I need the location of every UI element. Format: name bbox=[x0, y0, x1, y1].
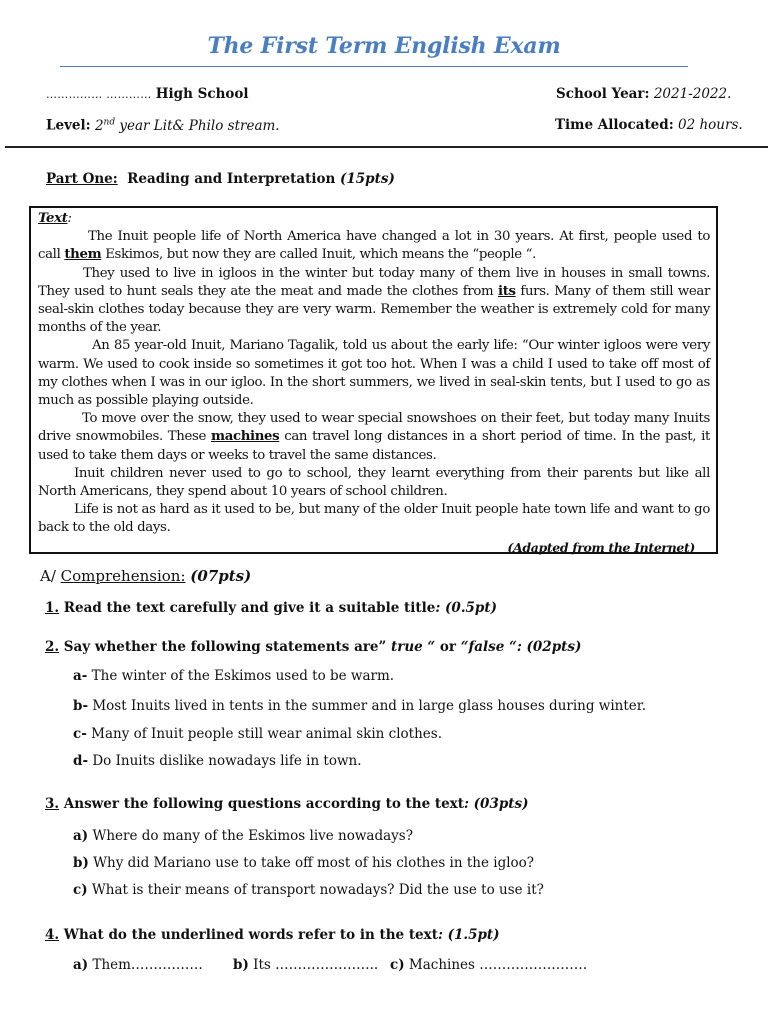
underlined-machines: machines bbox=[210, 429, 280, 445]
reading-text-box bbox=[29, 206, 718, 554]
comprehension-points: (07pts) bbox=[190, 567, 252, 585]
question-4: 4. What do the underlined words refer to in the text: (1.5pt) bbox=[45, 927, 500, 943]
question-1: 1. Read the text carefully and give it a suitable title: (0.5pt) bbox=[45, 600, 497, 616]
part-one-points: (15pts) bbox=[340, 171, 395, 187]
text-label: Text bbox=[38, 211, 68, 226]
header-divider bbox=[5, 146, 768, 148]
reference-machines[interactable]: c) Machines …………………… bbox=[390, 957, 588, 973]
school-label: High School bbox=[155, 86, 249, 102]
time-value: 02 hours. bbox=[678, 117, 743, 133]
statement-c: c- Many of Inuit people still wear animal skin clothes. bbox=[73, 726, 442, 742]
reference-them[interactable]: a) Them……………. bbox=[73, 957, 203, 973]
school-name-dots: …………… ………… bbox=[46, 88, 152, 101]
question-3a: a) Where do many of the Eskimos live nowadays? bbox=[73, 828, 413, 844]
statement-b: b- Most Inuits lived in tents in the summer and in large glass houses during winter. bbox=[73, 698, 647, 714]
paragraph-5: Inuit children never used to go to school, they learnt everything from their parents but like all North Americans, they spend about 10 years of school children. bbox=[38, 465, 710, 500]
time-label: Time Allocated: bbox=[555, 117, 674, 133]
school-year-value: 2021-2022. bbox=[653, 86, 732, 102]
text-source: (Adapted from the Internet) bbox=[507, 539, 695, 555]
reference-its[interactable]: b) Its ………………….. bbox=[233, 957, 379, 973]
level-label: Level: bbox=[46, 117, 91, 134]
paragraph-1: The Inuit people life of North America have changed a lot in 30 years. At first, people used to call them Eskimos, but now they are called Inuit, which means the “people “. bbox=[38, 229, 710, 263]
level-sup: nd bbox=[103, 117, 116, 127]
time-line bbox=[555, 117, 743, 133]
school-year-label: School Year: bbox=[556, 86, 650, 102]
question-3: 3. Answer the following questions according to the text: (03pts) bbox=[45, 796, 529, 812]
paragraph-3: An 85 year-old Inuit, Mariano Tagalik, told us about the early life: “Our winter igloos were very warm. We used to cook inside so sometimes it got too hot. When I was a child I used to take off most of my clothes when I was in our igloo. In the short summers, we lived in seal-skin tents, but I used to go as much as possible playing outside. bbox=[38, 338, 710, 409]
exam-title: The First Term English Exam bbox=[207, 33, 561, 59]
level-line bbox=[46, 117, 280, 134]
part-one-heading bbox=[46, 171, 395, 187]
level-text: year Lit& Philo stream. bbox=[115, 117, 280, 134]
comprehension-label: Comprehension: bbox=[60, 567, 186, 585]
statement-d: d- Do Inuits dislike nowadays life in town. bbox=[73, 753, 362, 769]
paragraph-2: They used to live in igloos in the winter but today many of them live in houses in small towns. They used to hunt seals they ate the meat and made the clothes from its furs. Many of them still wear seal-skin clothes today because they are very warm. Remember the weather is extremely cold for many months of the year. bbox=[38, 265, 710, 336]
question-3c: c) What is their means of transport nowadays? Did the use to use it? bbox=[73, 882, 544, 898]
paragraph-6: Life is not as hard as it used to be, but many of the older Inuit people hate town life and want to go back to the old days. bbox=[38, 502, 710, 536]
school-year-line bbox=[556, 86, 731, 102]
question-2: 2. Say whether the following statements are” true “ or “false “: (02pts) bbox=[45, 639, 582, 655]
underlined-them: them bbox=[64, 247, 102, 263]
part-one-label: Part One: bbox=[46, 171, 118, 187]
statement-a: a- The winter of the Eskimos used to be warm. bbox=[73, 668, 395, 684]
comprehension-heading: A/ Comprehension: (07pts) bbox=[40, 567, 252, 585]
paragraph-4: To move over the snow, they used to wear special snowshoes on their feet, but today many Inuits drive snowmobiles. These machines can travel long distances in a short period of time. In the past, it used to take them days or weeks to travel the same distances. bbox=[38, 411, 710, 463]
title-underline bbox=[60, 66, 688, 67]
school-line bbox=[46, 86, 249, 102]
underlined-its: its bbox=[498, 283, 516, 299]
text-label-line: Text: bbox=[38, 211, 72, 226]
part-one-title: Reading and Interpretation bbox=[127, 171, 336, 187]
question-3b: b) Why did Mariano use to take off most of his clothes in the igloo? bbox=[73, 855, 535, 871]
level-num: 2 bbox=[94, 117, 104, 134]
